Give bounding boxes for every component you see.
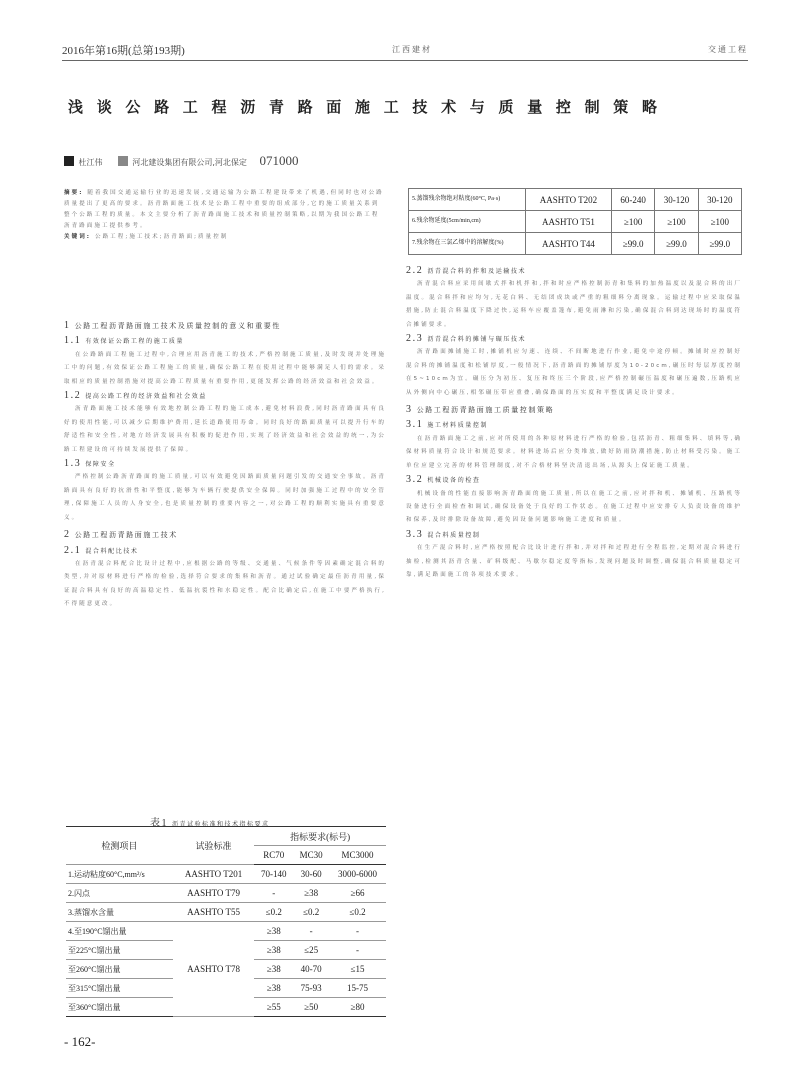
table-cell-value: ≤0.2 [329,903,386,922]
table-cell-method: AASHTO T201 [173,865,254,884]
header-rule [62,60,748,61]
heading-text: 混合料配比技术 [85,547,139,555]
body-paragraph [64,471,386,525]
table-cell-method: AASHTO T55 [173,903,254,922]
table-cell-value: 60-240 [611,189,654,211]
heading-number: 1.3 [64,458,82,470]
section-heading [64,528,386,542]
heading-number: 1.1 [64,335,82,347]
table-cell-value: 15-75 [329,979,386,998]
table2 [408,188,742,255]
table-cell-value: ≥99.0 [611,233,654,255]
paragraph-text: 沥青路面施工技术能够有效地控制公路工程的施工成本,避免材料浪费,同时沥青路面具有良好的使用性能,可以减少后期维护费用,延长道路使用寿命。同时良好的路面质量可以提升行车的舒适性和安全性,对地方经济发展具有积极的促进作用,实现了经济效益和社会效益的统一,为公路工程建设的可持续发展提供了保障。 [64,406,386,453]
heading-text: 保障安全 [85,461,116,469]
body-paragraph [64,403,386,457]
table-cell-item: 5.蒸馏残余物绝对粘度(60°C, Pa·s) [409,189,526,211]
heading-number: 3 [406,404,413,416]
heading-text: 沥青混合料的摊铺与碾压技术 [427,336,527,344]
abstract-label: 摘要: [64,190,84,196]
table-row [409,189,742,211]
table-cell-item: 至315°C馏出量 [66,979,173,998]
heading-text: 混合料质量控制 [427,531,481,539]
heading-number: 2.3 [406,333,424,345]
subsection-heading [406,264,742,278]
body-paragraph [64,558,386,612]
heading-number: 2.2 [406,265,424,276]
table-cell-item: 至360°C馏出量 [66,998,173,1017]
subsection-heading [64,389,386,403]
heading-number: 3.3 [406,528,424,540]
table1-caption: 表1 沥青试验标准和技术指标要求 [150,818,270,829]
table-row [66,903,386,922]
table-row [66,865,386,884]
table-cell-value: - [293,922,329,941]
paragraph-text: 沥青路面摊铺施工时,摊铺机应匀速、连续、不间断地进行作业,避免中途停顿。摊铺时应控制好混合料的摊铺温度和松铺厚度,一般情况下,沥青路面的摊铺厚度为10-20cm,碾压时每层厚度控制在5~10cm为宜。碾压分为初压、复压和终压三个阶段,应严格控制碾压温度和碾压遍数,压路机应从外侧向中心碾压,相邻碾压带应重叠,确保路面的压实度和平整度满足设计要求。 [406,349,742,396]
table-cell-item: 6.残余物延度(5cm/min,cm) [409,211,526,233]
table1-header-row [66,827,386,846]
section-name: 交通工程 [708,45,748,54]
heading-text: 公路工程沥青路面施工质量控制策略 [416,406,555,415]
body-paragraph [406,542,742,582]
body-paragraph [406,346,742,400]
table-cell-item: 至225°C馏出量 [66,941,173,960]
heading-text: 提高公路工程的经济效益和社会效益 [85,393,207,401]
table-row [66,884,386,903]
subsection-heading [406,418,742,432]
subsection-heading [406,332,742,346]
table-cell-method: AASHTO T51 [526,211,612,233]
table-cell-value: ≥66 [329,884,386,903]
table-cell-value: ≥50 [293,998,329,1017]
grade-header: MC3000 [329,846,386,865]
page-header [62,42,748,58]
heading-number: 3.1 [406,419,424,431]
heading-text: 施工材料质量控制 [427,422,489,430]
table-cell-value: - [329,922,386,941]
table-cell-value: ≥100 [698,211,741,233]
body-paragraph [406,488,742,528]
table-cell-value: 70-140 [254,865,293,884]
left-column [64,316,386,810]
author-line [64,153,298,169]
table-cell-value: 30-120 [655,189,698,211]
table-cell-method: AASHTO T202 [526,189,612,211]
keywords-text: 公路工程;施工技术;沥青路面;质量控制 [94,234,229,240]
table-row [66,922,386,941]
heading-text: 公路工程沥青路面施工技术及质量控制的意义和重要性 [74,322,282,330]
section-heading [64,319,386,333]
table-cell-value: ≥38 [254,979,293,998]
table-cell-value: - [329,941,386,960]
paragraph-text: 在沥青混合料配合比设计过程中,应根据公路的等级、交通量、气候条件等因素确定混合料的类型,并对原材料进行严格的检验,选择符合要求的集料和沥青。通过试验确定最佳沥青用量,保证混合料具有良好的高温稳定性、低温抗裂性和水稳定性。配合比确定后,在施工中要严格执行,不得随意更改。 [64,560,386,608]
heading-text: 公路工程沥青路面施工技术 [74,531,178,540]
table-row [409,233,742,255]
paragraph-text: 机械设备的性能直接影响沥青路面的施工质量,所以在施工之前,应对拌和机、摊铺机、压路机等设备进行全面检查和调试,确保设备处于良好的工作状态。在施工过程中应安排专人负责设备的维护和保养,及时排除设备故障,避免因设备问题影响施工进度和质量。 [406,490,742,524]
heading-text: 机械设备的检查 [427,477,481,485]
section-heading [406,403,742,417]
heading-number: 1.2 [64,390,82,402]
page-number: - 162- [64,1034,96,1049]
table-cell-value: ≥38 [254,960,293,979]
table-cell-value: 75-93 [293,979,329,998]
table-cell-value: ≥99.0 [698,233,741,255]
table-cell-item: 4.至190°C馏出量 [66,922,173,941]
head-method: 试验标准 [173,827,254,865]
table-cell-value: ≥38 [254,922,293,941]
paragraph-text: 在沥青路面施工之前,应对所使用的各种原材料进行严格的检验,包括沥青、粗细集料、填料等,确保材料质量符合设计和规范要求。材料进场后应分类堆放,做好防雨防潮措施,防止材料受污染。施工单位应建立完善的材料管理制度,对不合格材料坚决清退出场,从源头上保证施工质量。 [406,435,742,469]
table-cell-value: ≥99.0 [655,233,698,255]
abstract-text: 随着我国交通运输行业的迅速发展,交通运输为公路工程建设带来了机遇,但同时也对公路质量提出了更高的要求。沥青路面施工技术是公路工程中重要的组成部分,它的施工质量关系到整个公路工程的质量。本文主要分析了沥青路面施工技术和质量控制策略,以期为我国公路工程沥青路面施工提供参考。 [64,190,384,229]
keywords-label: 关键词: [64,234,92,240]
table-cell-method: AASHTO T44 [526,233,612,255]
table-cell-item: 7.残余物在三氯乙烯中的溶解度(%) [409,233,526,255]
heading-number: 2 [64,529,71,541]
table-cell-value: ≥38 [254,941,293,960]
journal-name: 江西建材 [392,45,432,54]
grade-header: MC30 [293,846,329,865]
table-cell-item: 1.运动粘度60°C,mm²/s [66,865,173,884]
heading-number: 3.2 [406,474,424,486]
right-column [406,264,742,1016]
grade-header: RC70 [254,846,293,865]
subsection-heading [64,544,386,558]
body-paragraph [406,278,742,332]
paper-title: 浅谈公路工程沥青路面施工技术与质量控制策略 [68,98,671,116]
table-cell-value: ≥38 [293,884,329,903]
table1 [66,826,386,1017]
table-cell-value: 30-120 [698,189,741,211]
table-cell-value: - [254,884,293,903]
author-name: 杜江伟 [78,158,103,167]
table-row [409,211,742,233]
body-paragraph [64,349,386,389]
table-cell-value: ≤15 [329,960,386,979]
table-cell-method: AASHTO T79 [173,884,254,903]
affiliation-marker-icon [118,156,128,166]
subsection-heading [406,528,742,542]
table-cell-value: ≤25 [293,941,329,960]
author-marker-icon [64,156,74,166]
head-group: 指标要求(标号) [254,827,386,846]
table-cell-value: ≥80 [329,998,386,1017]
paragraph-text: 在公路路面工程施工过程中,合理应用沥青施工的技术,严格控制施工质量,及时发现并处理施工中的问题,有效保证公路工程施工的质量,确保公路工程在使用过程中能够满足人们的需求。采取相应的质量控制措施对提高公路工程质量有重要作用,更能发挥公路的经济效益和社会效益。 [64,351,386,385]
paragraph-text: 在生产混合料时,应严格按照配合比设计进行拌和,并对拌和过程进行全程监控,定期对混合料进行抽检,检测其沥青含量、矿料级配、马歇尔稳定度等指标,发现问题及时调整,确保混合料质量稳定可靠,满足路面施工的各项技术要求。 [406,545,742,578]
table-cell-value: ≥100 [655,211,698,233]
table-cell-value: ≤0.2 [254,903,293,922]
table-cell-item: 3.蒸馏水含量 [66,903,173,922]
abstract-block [64,188,384,243]
heading-number: 1 [64,320,71,331]
subsection-heading [64,457,386,471]
head-item: 检测项目 [66,827,173,865]
heading-text: 沥青混合料的拌和及运输技术 [427,268,527,275]
table-cell-value: 40-70 [293,960,329,979]
table-cell-value: ≤0.2 [293,903,329,922]
subsection-heading [406,473,742,487]
author-affiliation: 河北建设集团有限公司,河北保定 [132,158,247,167]
paragraph-text: 沥青混合料应采用间歇式拌和机拌和,拌和时应严格控制沥青和集料的加热温度以及混合料的出厂温度。混合料拌和应均匀,无花白料、无结团成块或严重的粗细料分离现象。运输过程中应采取保温措施,防止混合料温度下降过快,运料车应覆盖篷布,避免雨淋和污染,确保混合料到达现场时的温度符合摊铺要求。 [406,281,742,328]
table-cell-value: ≥100 [611,211,654,233]
table-cell-item: 2.闪点 [66,884,173,903]
table-cell-value: ≥55 [254,998,293,1017]
heading-text: 有效保证公路工程的施工质量 [85,338,185,346]
subsection-heading [64,334,386,348]
table-cell-value: 3000-6000 [329,865,386,884]
table-cell-value: 30-60 [293,865,329,884]
table-cell-item: 至260°C馏出量 [66,960,173,979]
body-paragraph [406,433,742,473]
issue-label: 2016年第16期(总第193期) [62,45,185,57]
heading-number: 2.1 [64,544,82,556]
table-cell-method: AASHTO T78 [173,922,254,1017]
paragraph-text: 严格控制公路沥青路面的施工质量,可以有效避免因路面质量问题引发的交通安全事故。沥青路面具有良好的抗滑性和平整度,能够为车辆行驶提供安全保障。同时加强施工过程中的安全管理,保障施工人员的人身安全,也是质量控制的重要内容之一,对公路工程的顺利实施具有重要意义。 [64,474,386,521]
postal-code: 071000 [259,153,299,168]
